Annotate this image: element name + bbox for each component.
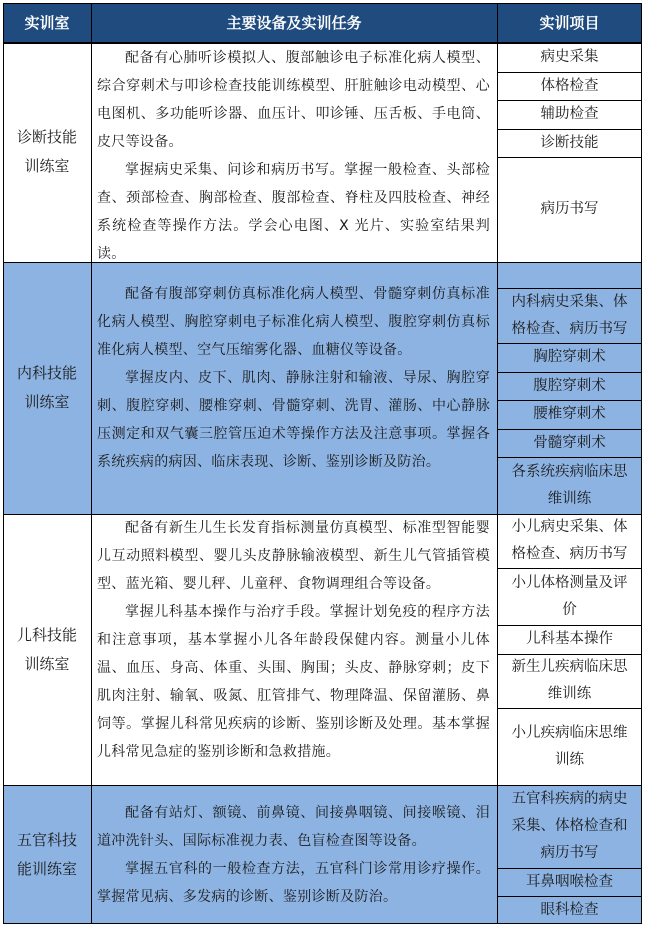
- project-label: 眼科检查: [540, 901, 599, 918]
- room-name-line: 儿科技能: [16, 625, 77, 644]
- room-cell: [3, 42, 91, 262]
- project-label: 腹腔穿刺术: [533, 377, 606, 394]
- subrow-divider: [497, 654, 642, 655]
- project-item: [497, 372, 642, 400]
- project-label: 五官科疾病的病史采集、体格检查和病历书写: [511, 791, 628, 861]
- project-label: 新生儿疾病临床思维训练: [511, 659, 628, 702]
- project-item: [497, 654, 642, 708]
- project-label: 内科病史采集、体格检查、病历书写: [511, 293, 628, 337]
- room-name-line: 训练室: [24, 654, 70, 673]
- subrow-divider: [497, 72, 642, 73]
- subrow-divider: [497, 100, 642, 101]
- project-label: 各系统疾病临床思维训练: [511, 463, 628, 507]
- room-cell: [3, 785, 91, 924]
- project-label: 小儿体格测量及评价: [511, 574, 628, 618]
- subrow-divider: [497, 896, 642, 897]
- subrow-divider: [497, 372, 642, 373]
- row-divider: [3, 785, 642, 786]
- header-room: [3, 3, 91, 42]
- room-name-line: 训练室: [24, 157, 70, 175]
- desc-cell: [91, 514, 497, 785]
- desc-cell: [91, 42, 497, 262]
- project-item: [497, 343, 642, 372]
- project-item: [497, 868, 642, 896]
- task-paragraph: 掌握五官科的一般检查方法，五官科门诊常用诊疗操作。掌握常见病、多发病的诊断、鉴别诊断及防治。: [97, 860, 490, 905]
- project-label: 小儿病史采集、体格检查、病历书写: [511, 519, 628, 562]
- training-room-table: [3, 3, 642, 924]
- project-item: [497, 129, 642, 157]
- header-room-label: 实训室: [24, 14, 70, 32]
- project-label: 病历书写: [540, 201, 599, 217]
- task-paragraph: 掌握病史采集、问诊和病历书写。掌握一般检查、头部检查、颈部检查、胸部检查、腹部检查、脊柱及四肢检查、神经系统检查等操作方法。学会心电图、X 光片、实验室结果判读。: [97, 162, 490, 262]
- equipment-paragraph: 配备有新生儿生长发育指标测量仿真模型、标准型智能婴儿互动照料模型、婴儿头皮静脉输液模型、新生儿气管插管模型、蓝光箱、婴儿秤、儿童秤、食物调理组合等设备。: [97, 520, 490, 592]
- room-cell: [3, 514, 91, 785]
- subrow-divider: [497, 157, 642, 158]
- room-name-line: 内科技能: [16, 364, 77, 382]
- subrow-divider: [497, 868, 642, 869]
- room-name-line: 五官科技: [16, 830, 77, 849]
- project-item: [497, 785, 642, 868]
- project-item: [497, 42, 642, 72]
- project-label: 胸腔穿刺术: [533, 349, 606, 365]
- header-project-label: 实训项目: [539, 14, 600, 32]
- project-item: [497, 288, 642, 343]
- project-label: 体格检查: [540, 77, 599, 94]
- subrow-divider: [497, 568, 642, 569]
- project-item: [497, 896, 642, 924]
- project-item: [497, 457, 642, 514]
- row-divider: [3, 514, 642, 515]
- project-item: [497, 157, 642, 262]
- header-project: [497, 3, 642, 42]
- room-name-line: 能训练室: [16, 859, 77, 878]
- project-label: 骨髓穿刺术: [533, 434, 606, 451]
- room-cell: [3, 262, 91, 514]
- project-item: [497, 514, 642, 568]
- project-item: [497, 100, 642, 129]
- equipment-paragraph: 配备有腹部穿刺仿真标准化病人模型、骨髓穿刺仿真标准化病人模型、胸腔穿刺电子标准化病人模型、腹腔穿刺仿真标准化病人模型、空气压缩雾化器、血糖仪等设备。: [97, 286, 490, 358]
- project-label: 辅助检查: [540, 106, 599, 122]
- subrow-divider: [497, 708, 642, 709]
- desc-cell: [91, 785, 497, 924]
- project-item: [497, 72, 642, 100]
- project-item: [497, 568, 642, 625]
- project-label: 诊断技能: [540, 134, 599, 151]
- room-name-line: 诊断技能: [16, 128, 77, 146]
- row-divider: [3, 262, 642, 263]
- subrow-divider: [497, 129, 642, 130]
- project-label: 病史采集: [540, 48, 599, 65]
- subrow-divider: [497, 400, 642, 401]
- project-item: [497, 262, 642, 288]
- task-paragraph: 掌握皮内、皮下、肌肉、静脉注射和输液、导尿、胸腔穿刺、腹腔穿刺、腰椎穿刺、骨髓穿刺、洗胃、灌肠、中心静脉压测定和双气囊三腔管压迫术等操作方法及注意事项。掌握各系统疾病的病因、临床表现、诊断、鉴别诊断及防治。: [97, 370, 490, 470]
- project-label: 腰椎穿刺术: [533, 406, 606, 422]
- project-label: 儿科基本操作: [526, 631, 613, 647]
- subrow-divider: [497, 625, 642, 626]
- subrow-divider: [497, 288, 642, 289]
- room-name-line: 训练室: [24, 393, 70, 411]
- project-item: [497, 400, 642, 429]
- equipment-paragraph: 配备有站灯、额镜、前鼻镜、间接鼻咽镜、间接喉镜、泪道冲洗针头、国际标准视力表、色盲检查图等设备。: [97, 804, 490, 849]
- project-label: 耳鼻咽喉检查: [526, 873, 613, 890]
- project-item: [497, 429, 642, 457]
- project-item: [497, 708, 642, 785]
- desc-cell: [91, 262, 497, 514]
- subrow-divider: [497, 429, 642, 430]
- project-label: 小儿疾病临床思维训练: [511, 724, 628, 768]
- subrow-divider: [497, 457, 642, 458]
- project-item: [497, 625, 642, 654]
- header-desc: [91, 3, 497, 42]
- task-paragraph: 掌握儿科基本操作与治疗手段。掌握计划免疫的程序方法和注意事项，基本掌握小儿各年龄段保健内容。测量小儿体温、血压、身高、体重、头围、胸围；头皮、静脉穿刺；皮下肌肉注射、输氧、吸氮、肛管排气、物理降温、保留灌肠、鼻饲等。掌握儿科常见疾病的诊断、鉴别诊断及处理。基本掌握儿科常见急症的鉴别诊断和急救措施。: [97, 604, 490, 760]
- row-divider: [3, 42, 642, 44]
- equipment-paragraph: 配备有心肺听诊模拟人、腹部触诊电子标准化病人模型、综合穿刺术与叩诊检查技能训练模型、肝脏触诊电动模型、心电图机、多功能听诊器、血压计、叩诊锤、压舌板、手电筒、皮尺等设备。: [97, 50, 490, 150]
- subrow-divider: [497, 343, 642, 344]
- header-desc-label: 主要设备及实训任务: [226, 14, 362, 32]
